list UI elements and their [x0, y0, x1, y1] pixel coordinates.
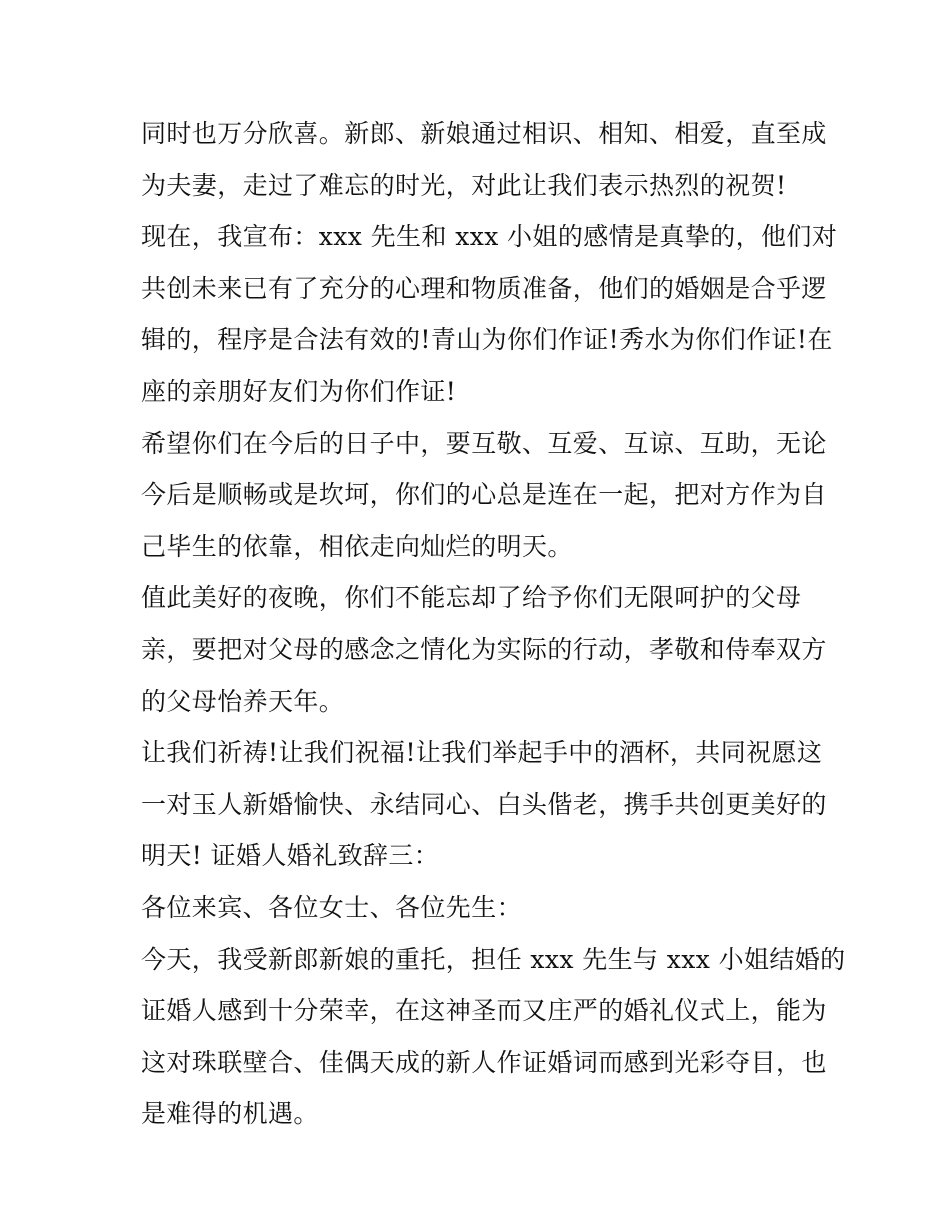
text-line: 是难得的机遇。	[141, 1099, 319, 1129]
text-line: 的父母怡养天年。	[141, 686, 345, 716]
text-line: 辑的，程序是合法有效的!青山为你们作证!秀水为你们作证!在	[141, 325, 833, 355]
text-line: 己毕生的依靠，相依走向灿烂的明天。	[141, 531, 573, 561]
text-line: 明天! 证婚人婚礼致辞三：	[141, 841, 440, 871]
document-body	[141, 108, 846, 1140]
text-line: 共创未来已有了充分的心理和物质准备，他们的婚姻是合乎逻	[141, 273, 827, 303]
text-line: 一对玉人新婚愉快、永结同心、白头偕老，携手共创更美好的	[141, 789, 827, 819]
text-line: 这对珠联壁合、佳偶天成的新人作证婚词而感到光彩夺目，也	[141, 1047, 827, 1077]
text-line: 值此美好的夜晚，你们不能忘却了给予你们无限呵护的父母	[141, 583, 802, 613]
text-line: 今天，我受新郎新娘的重托，担任 xxx 先生与 xxx 小姐结婚的	[141, 944, 846, 974]
text-line: 各位来宾、各位女士、各位先生：	[141, 892, 523, 922]
text-line: 今后是顺畅或是坎坷，你们的心总是连在一起，把对方作为自	[141, 480, 827, 510]
text-line: 同时也万分欣喜。新郎、新娘通过相识、相知、相爱，直至成	[141, 119, 827, 148]
text-line: 希望你们在今后的日子中，要互敬、互爱、互谅、互助，无论	[141, 428, 827, 458]
text-line: 证婚人感到十分荣幸，在这神圣而又庄严的婚礼仪式上，能为	[141, 996, 827, 1026]
text-line: 座的亲朋好友们为你们作证!	[141, 376, 457, 406]
text-line: 让我们祈祷!让我们祝福!让我们举起手中的酒杯，共同祝愿这	[141, 738, 823, 768]
text-line: 现在，我宣布：xxx 先生和 xxx 小姐的感情是真挚的，他们对	[141, 222, 838, 252]
text-line: 为夫妻，走过了难忘的时光，对此让我们表示热烈的祝贺!	[141, 170, 787, 200]
text-line: 亲，要把对父母的感念之情化为实际的行动，孝敬和侍奉双方	[141, 634, 827, 664]
